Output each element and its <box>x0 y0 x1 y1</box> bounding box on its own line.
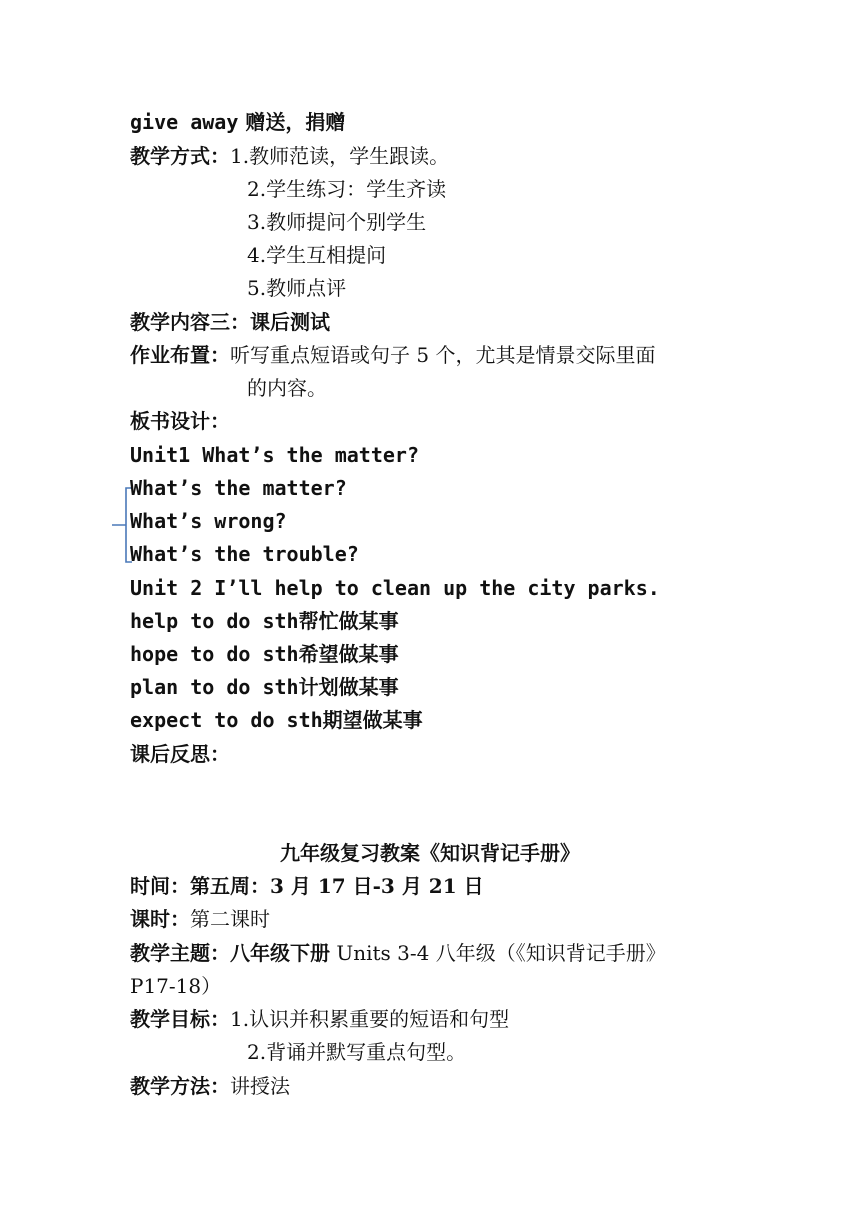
method-label: 教学方式： <box>130 144 230 168</box>
method-step-2: 2.学生练习：学生齐读 <box>247 177 447 201</box>
vocab-en: give away <box>130 110 239 134</box>
vocab-zh: 赠送，捐赠 <box>245 110 346 134</box>
homework-label: 作业布置： <box>130 343 230 367</box>
unit1-item-1: What’s the matter? <box>130 476 347 500</box>
method-line <box>130 140 449 173</box>
phrase-1-en: help to do sth <box>130 609 299 633</box>
goal-1: 1.认识并积累重要的短语和句型 <box>230 1007 510 1031</box>
topic-label: 教学主题： <box>130 941 230 965</box>
period-label: 课时： <box>130 907 190 931</box>
goals-line <box>130 1003 509 1036</box>
homework-text-2: 的内容。 <box>247 376 327 400</box>
unit1-item-3: What’s the trouble? <box>130 542 359 566</box>
phrase-3-zh: 计划做某事 <box>298 675 399 699</box>
time-line: 时间：第五周：3 月 17 日-3 月 21 日 <box>130 874 484 898</box>
goals-label: 教学目标： <box>130 1007 230 1031</box>
topic-value: Units 3-4 八年级（《知识背记手册》 <box>336 941 666 965</box>
homework-line <box>130 339 655 372</box>
content-three-heading: 教学内容三：课后测试 <box>130 310 330 334</box>
lesson-plan-title: 九年级复习教案《知识背记手册》 <box>280 841 580 865</box>
phrase-3-en: plan to do sth <box>130 675 299 699</box>
phrase-4 <box>130 704 423 737</box>
phrase-2-en: hope to do sth <box>130 642 299 666</box>
phrase-4-zh: 期望做某事 <box>322 708 423 732</box>
phrase-3 <box>130 671 399 704</box>
board-design-label: 板书设计： <box>130 409 230 433</box>
unit1-title: Unit1 What’s the matter? <box>130 443 419 467</box>
topic-line <box>130 937 666 970</box>
period-value: 第二课时 <box>190 907 270 931</box>
method2-line <box>130 1070 290 1103</box>
method2-value: 讲授法 <box>230 1074 290 1098</box>
phrase-2 <box>130 638 399 671</box>
period-line <box>130 903 270 936</box>
topic-continuation: P17-18） <box>130 974 222 998</box>
phrase-2-zh: 希望做某事 <box>298 642 399 666</box>
unit2-title: Unit 2 I’ll help to clean up the city parks. <box>130 576 660 600</box>
reflection-label: 课后反思： <box>130 742 230 766</box>
homework-text-1: 听写重点短语或句子 5 个，尤其是情景交际里面 <box>230 343 656 367</box>
goal-2: 2.背诵并默写重点句型。 <box>247 1040 467 1064</box>
unit1-item-2: What’s wrong? <box>130 509 287 533</box>
phrase-1 <box>130 605 399 638</box>
method-step-5: 5.教师点评 <box>247 276 347 300</box>
phrase-4-en: expect to do sth <box>130 708 323 732</box>
method-step-1: 1.教师范读，学生跟读。 <box>230 144 450 168</box>
method-step-3: 3.教师提问个别学生 <box>247 210 427 234</box>
phrase-1-zh: 帮忙做某事 <box>298 609 399 633</box>
vocab-line <box>130 106 345 139</box>
method-step-4: 4.学生互相提问 <box>247 243 387 267</box>
method2-label: 教学方法： <box>130 1074 230 1098</box>
topic-bold-value: 八年级下册 <box>230 941 330 965</box>
